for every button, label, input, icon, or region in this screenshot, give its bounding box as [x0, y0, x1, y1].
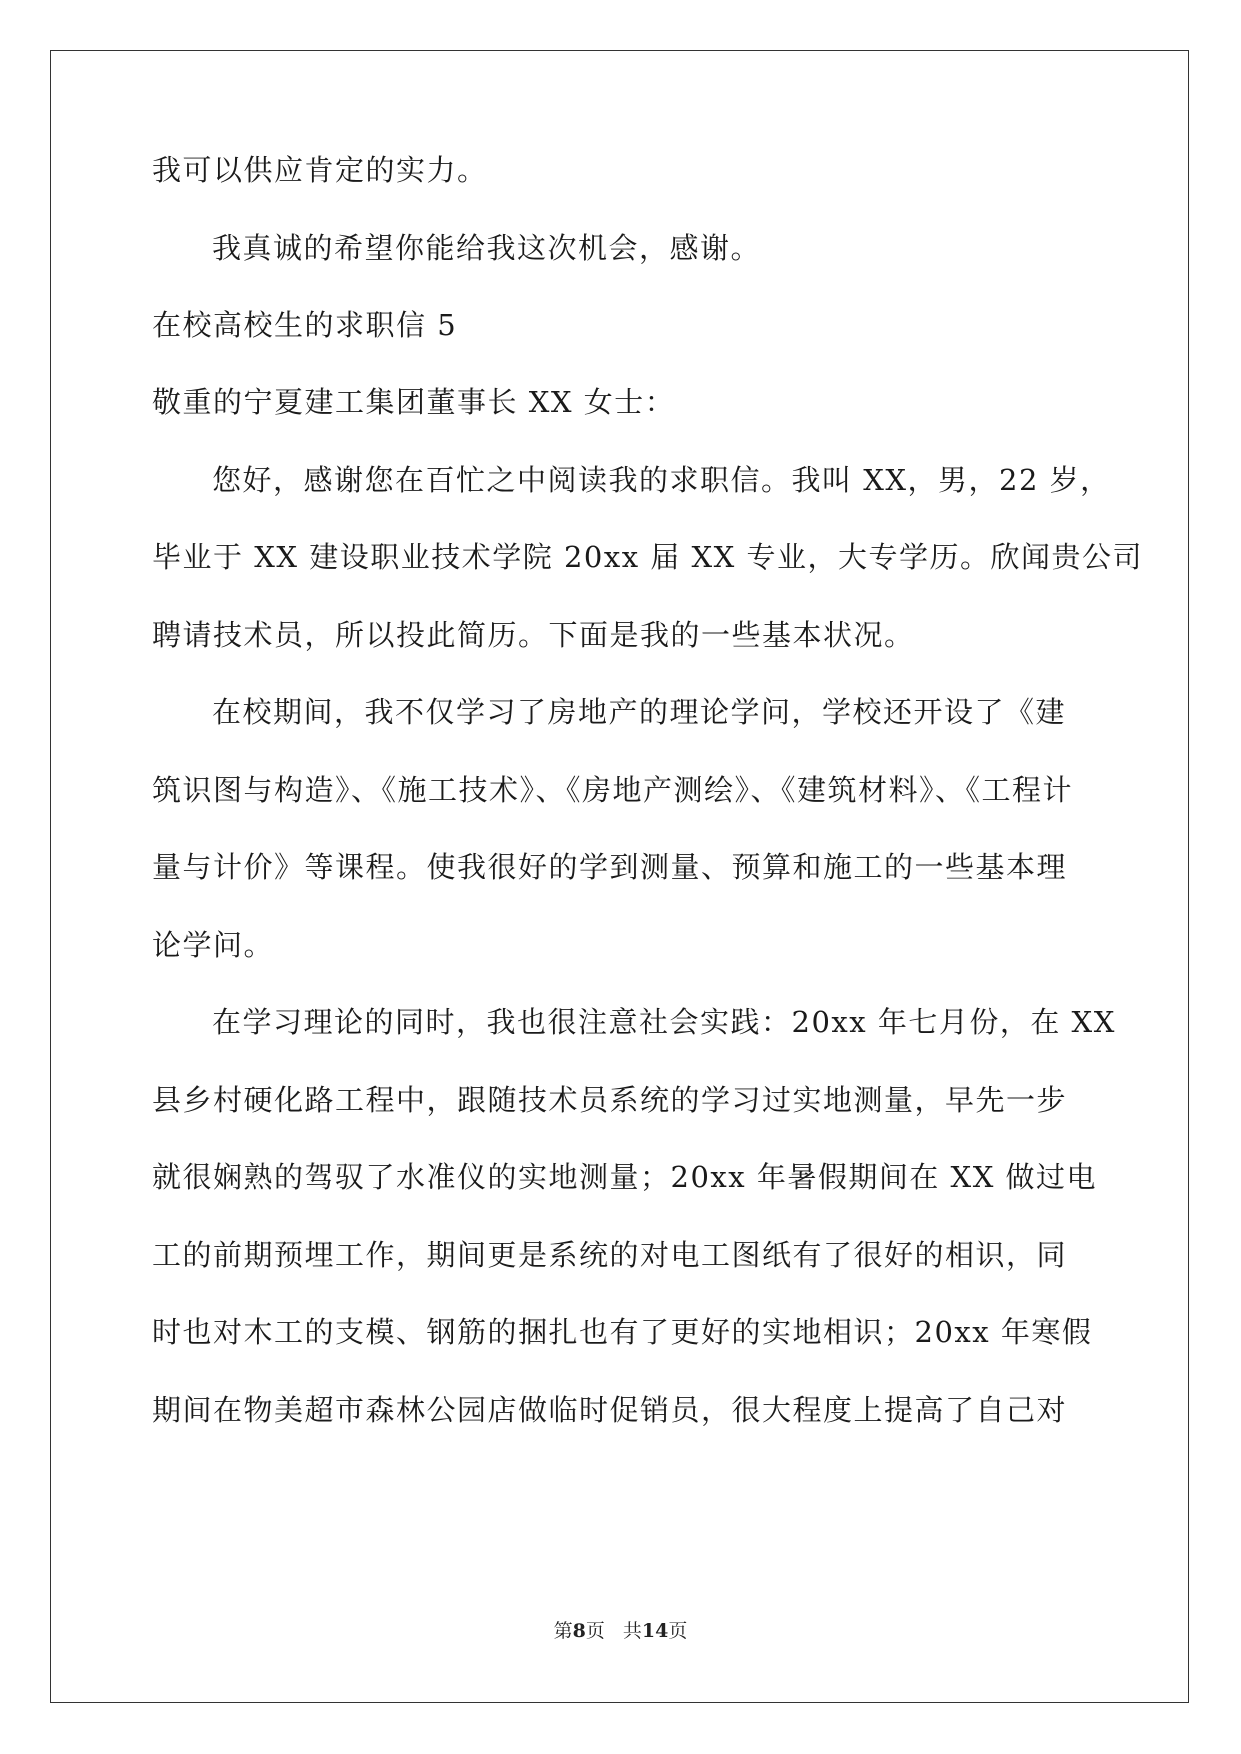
total-pages: 14 — [641, 1620, 669, 1642]
paragraph-line: 您好，感谢您在百忙之中阅读我的求职信。我叫 XX，男，22 岁， — [212, 463, 1111, 497]
page-footer — [0, 1618, 1241, 1644]
page-prefix: 第 — [553, 1620, 573, 1642]
paragraph-line: 量与计价》等课程。使我很好的学到测量、预算和施工的一些基本理 — [152, 850, 1068, 884]
section-heading: 在校高校生的求职信 5 — [152, 308, 458, 342]
paragraph-line: 在校期间，我不仅学习了房地产的理论学问，学校还开设了《建 — [212, 695, 1067, 729]
paragraph-line: 期间在物美超市森林公园店做临时促销员，很大程度上提高了自己对 — [152, 1393, 1068, 1427]
paragraph-line: 筑识图与构造》、《施工技术》、《房地产测绘》、《建筑材料》、《工程计 — [152, 773, 1074, 807]
paragraph-line: 工的前期预埋工作，期间更是系统的对电工图纸有了很好的相识，同 — [152, 1238, 1068, 1272]
salutation: 敬重的宁夏建工集团董事长 XX 女士： — [152, 385, 676, 419]
page-suffix: 页 — [585, 1620, 605, 1642]
total-prefix: 共 — [622, 1620, 642, 1642]
total-suffix: 页 — [668, 1620, 688, 1642]
paragraph-line: 我可以供应肯定的实力。 — [152, 153, 488, 187]
page-number: 8 — [572, 1620, 586, 1642]
paragraph-line: 论学问。 — [152, 928, 275, 962]
paragraph-line: 县乡村硬化路工程中，跟随技术员系统的学习过实地测量，早先一步 — [152, 1083, 1068, 1117]
paragraph-line: 时也对木工的支模、钢筋的捆扎也有了更好的实地相识；20xx 年寒假 — [152, 1315, 1093, 1349]
paragraph-line: 聘请技术员，所以投此简历。下面是我的一些基本状况。 — [152, 618, 915, 652]
paragraph-line: 毕业于 XX 建设职业技术学院 20xx 届 XX 专业，大专学历。欣闻贵公司 — [152, 540, 1144, 574]
paragraph-line: 在学习理论的同时，我也很注意社会实践：20xx 年七月份，在 XX — [212, 1005, 1116, 1039]
paragraph-line: 我真诚的希望你能给我这次机会，感谢。 — [212, 231, 762, 265]
paragraph-line: 就很娴熟的驾驭了水准仪的实地测量；20xx 年暑假期间在 XX 做过电 — [152, 1160, 1098, 1194]
